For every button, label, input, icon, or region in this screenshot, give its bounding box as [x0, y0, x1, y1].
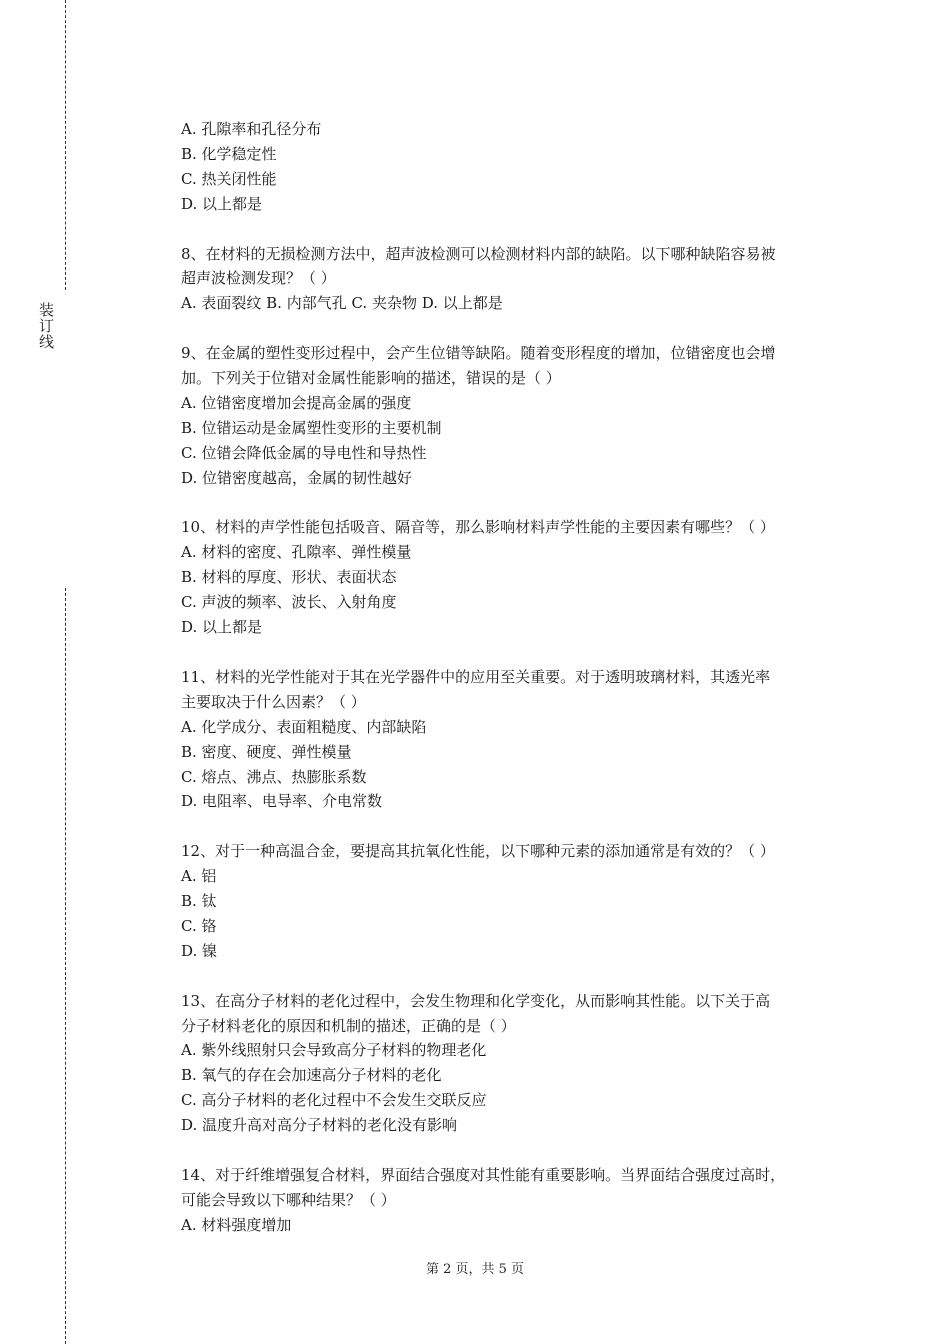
- question-text: 11、材料的光学性能对于其在光学器件中的应用至关重要。对于透明玻璃材料，其透光率: [181, 667, 771, 686]
- binding-line-top: [65, 0, 66, 290]
- question-11: [181, 665, 851, 814]
- option-line: C. 热关闭性能: [181, 169, 277, 188]
- option-line: A. 位错密度增加会提高金属的强度: [181, 393, 412, 412]
- option-line: D. 镍: [181, 941, 218, 960]
- option-line: B. 氧气的存在会加速高分子材料的老化: [181, 1066, 442, 1085]
- option-line: B. 密度、硬度、弹性模量: [181, 742, 352, 761]
- option-line: D. 位错密度越高，金属的韧性越好: [181, 468, 413, 487]
- option-line: C. 熔点、沸点、热膨胀系数: [181, 767, 367, 786]
- binding-line-bottom: [65, 588, 66, 1344]
- option-line: A. 材料的密度、孔隙率、弹性模量: [181, 543, 412, 562]
- binding-label: 装订线: [37, 302, 55, 350]
- option-line: A. 铝: [181, 867, 217, 886]
- question-text: 分子材料老化的原因和机制的描述，正确的是（ ）: [181, 1016, 516, 1035]
- option-line: C. 铬: [181, 916, 217, 935]
- question-13: [181, 989, 851, 1138]
- question-text: 9、在金属的塑性变形过程中，会产生位错等缺陷。随着变形程度的增加，位错密度也会增: [181, 344, 776, 363]
- option-line: D. 温度升高对高分子材料的老化没有影响: [181, 1116, 458, 1135]
- option-line: B. 位错运动是金属塑性变形的主要机制: [181, 418, 442, 437]
- option-line: D. 以上都是: [181, 194, 263, 213]
- question-7-options: [181, 117, 851, 217]
- question-text: 14、对于纤维增强复合材料，界面结合强度对其性能有重要影响。当界面结合强度过高时，: [181, 1165, 786, 1184]
- option-line: A. 表面裂纹 B. 内部气孔 C. 夹杂物 D. 以上都是: [181, 294, 503, 313]
- question-list: [181, 117, 851, 1263]
- page-number: 第 2 页，共 5 页: [425, 1262, 525, 1277]
- option-line: C. 高分子材料的老化过程中不会发生交联反应: [181, 1091, 487, 1110]
- question-text: 13、在高分子材料的老化过程中，会发生物理和化学变化，从而影响其性能。以下关于高: [181, 991, 771, 1010]
- question-text: 超声波检测发现？（ ）: [181, 269, 336, 288]
- question-14: [181, 1163, 851, 1238]
- option-line: C. 位错会降低金属的导电性和导热性: [181, 443, 427, 462]
- question-text: 可能会导致以下哪种结果？（ ）: [181, 1190, 396, 1209]
- option-line: A. 孔隙率和孔径分布: [181, 120, 322, 138]
- option-line: B. 化学稳定性: [181, 144, 277, 163]
- option-line: D. 以上都是: [181, 618, 263, 637]
- question-text: 加。下列关于位错对金属性能影响的描述，错误的是（ ）: [181, 369, 561, 388]
- option-line: A. 材料强度增加: [181, 1215, 292, 1234]
- question-12: [181, 839, 851, 964]
- option-line: D. 电阻率、电导率、介电常数: [181, 792, 383, 811]
- question-9: [181, 341, 851, 490]
- question-text: 12、对于一种高温合金，要提高其抗氧化性能，以下哪种元素的添加通常是有效的？（ ）: [181, 842, 775, 861]
- option-line: B. 钛: [181, 892, 217, 911]
- option-line: A. 紫外线照射只会导致高分子材料的物理老化: [181, 1041, 487, 1060]
- question-text: 8、在材料的无损检测方法中，超声波检测可以检测材料内部的缺陷。以下哪种缺陷容易被: [181, 244, 776, 263]
- question-text: 10、材料的声学性能包括吸音、隔音等，那么影响材料声学性能的主要因素有哪些？（ ）: [181, 518, 775, 537]
- question-text: 主要取决于什么因素？（ ）: [181, 692, 366, 711]
- option-line: A. 化学成分、表面粗糙度、内部缺陷: [181, 717, 427, 736]
- option-line: C. 声波的频率、波长、入射角度: [181, 593, 397, 612]
- question-8: [181, 242, 851, 317]
- question-10: [181, 515, 851, 640]
- option-line: B. 材料的厚度、形状、表面状态: [181, 568, 397, 587]
